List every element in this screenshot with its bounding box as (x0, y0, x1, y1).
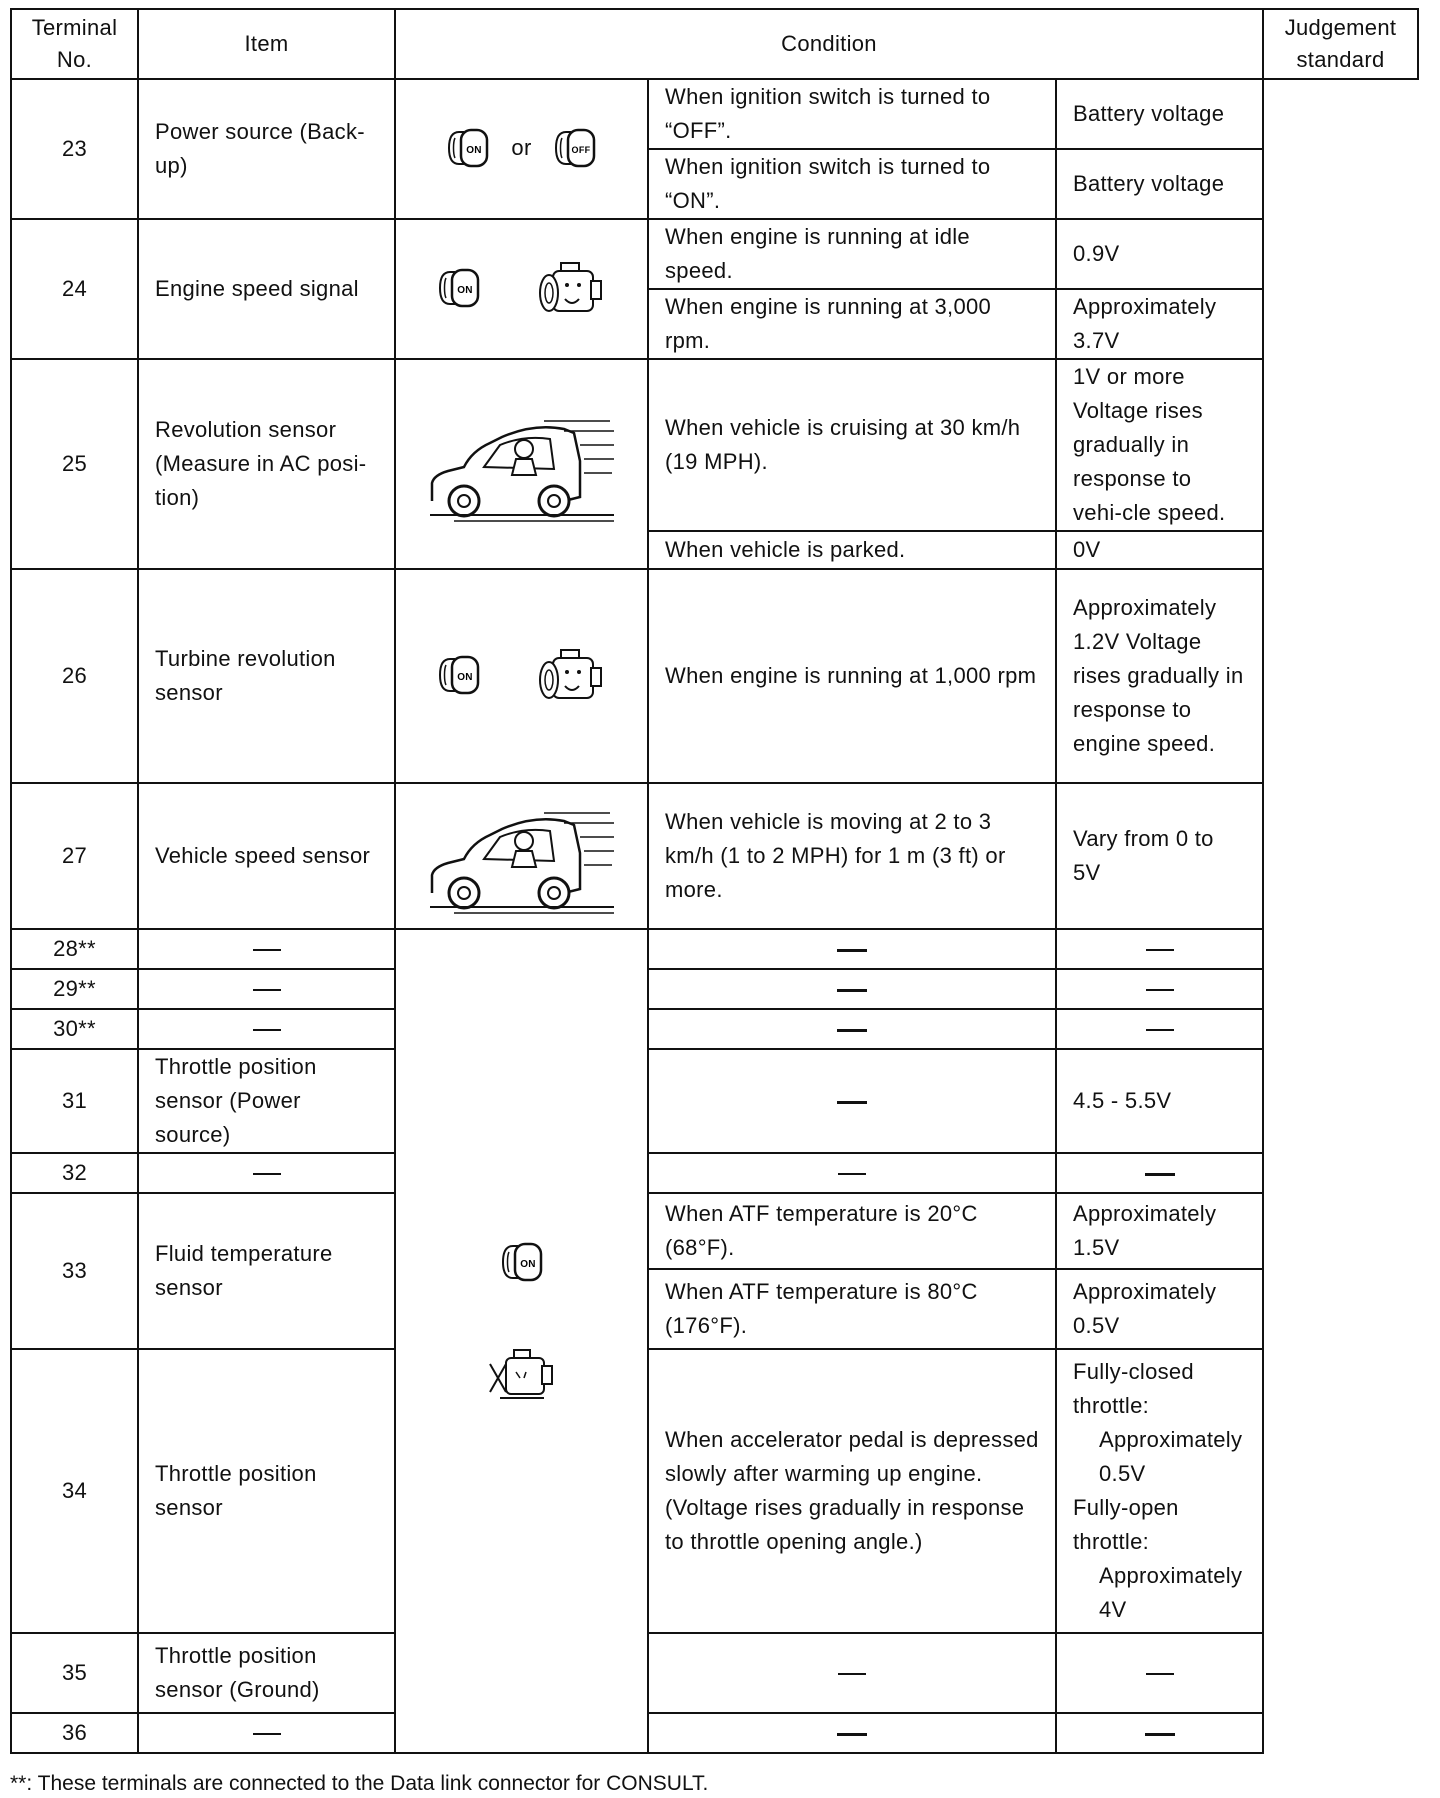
terminal-no: 27 (11, 783, 138, 929)
table-row (11, 219, 1418, 289)
item-cell: Vehicle speed sensor (138, 783, 395, 929)
table-row (11, 969, 1418, 1009)
empty-dash (253, 989, 281, 991)
item-cell: Engine speed signal (138, 219, 395, 359)
table-row (11, 569, 1418, 783)
judgement-text: Approximately 3.7V (1056, 289, 1263, 359)
empty-dash (253, 949, 281, 951)
condition-text: When engine is running at 3,000 rpm. (648, 289, 1056, 359)
judgement-text: Approximately 0.5V (1056, 1269, 1263, 1349)
ignition-key-on-icon (445, 126, 491, 172)
ignition-key-on-icon (499, 1240, 545, 1286)
condition-text: When ignition switch is turned to “ON”. (648, 149, 1056, 219)
item-cell: Throttle position sensor (138, 1349, 395, 1633)
vehicle-driving-icon (424, 793, 620, 919)
table-row (11, 1713, 1418, 1753)
terminal-no: 25 (11, 359, 138, 569)
terminal-no: 31 (11, 1049, 138, 1153)
header-item: Item (138, 9, 395, 79)
item-cell: Throttle position sensor (Power source) (138, 1049, 395, 1153)
judgement-text (1056, 1153, 1263, 1193)
condition-icon-cell (395, 783, 648, 929)
empty-dash (1145, 1733, 1175, 1736)
judgement-text: 4.5 - 5.5V (1056, 1049, 1263, 1153)
terminal-table (10, 8, 1419, 1754)
condition-text (648, 929, 1056, 969)
condition-text: When ATF temperature is 20°C (68°F). (648, 1193, 1056, 1269)
engine-running-icon (535, 646, 607, 706)
empty-dash (1146, 949, 1174, 951)
item-cell: Power source (Back-up) (138, 79, 395, 219)
table-row (11, 1633, 1418, 1713)
empty-dash (253, 1173, 281, 1175)
vehicle-driving-icon (424, 401, 620, 527)
empty-dash (838, 1673, 866, 1675)
condition-text: When accelerator pedal is depressed slowly after warming up engine. (Voltage rises gradually in response to throttle opening angle.) (648, 1349, 1056, 1633)
judgement-line: Approximately 4V (1099, 1563, 1243, 1622)
terminal-no: 36 (11, 1713, 138, 1753)
engine-running-icon (535, 259, 607, 319)
terminal-no: 30** (11, 1009, 138, 1049)
header-judgement: Judgement standard (1263, 9, 1418, 79)
condition-text: When vehicle is cruising at 30 km/h (19 MPH). (648, 359, 1056, 531)
judgement-text: Battery voltage (1056, 79, 1263, 149)
item-cell: Throttle position sensor (Ground) (138, 1633, 395, 1713)
condition-text: When ATF temperature is 80°C (176°F). (648, 1269, 1056, 1349)
item-cell: Revolution sensor (Measure in AC posi-tion) (138, 359, 395, 569)
table-row (11, 1049, 1418, 1153)
judgement-text: 1V or more Voltage rises gradually in response to vehi-cle speed. (1056, 359, 1263, 531)
condition-text: When vehicle is parked. (648, 531, 1056, 569)
empty-dash (837, 1029, 867, 1032)
ignition-key-off-icon (552, 126, 598, 172)
judgement-line: Approximately 0.5V (1099, 1427, 1243, 1486)
table-row (11, 783, 1418, 929)
table-row (11, 1349, 1418, 1633)
judgement-text: Vary from 0 to 5V (1056, 783, 1263, 929)
terminal-no: 33 (11, 1193, 138, 1349)
header-terminal-no: Terminal No. (11, 9, 138, 79)
header-condition: Condition (395, 9, 1263, 79)
terminal-no: 35 (11, 1633, 138, 1713)
table-row (11, 1009, 1418, 1049)
item-cell (138, 929, 395, 969)
condition-text: When ignition switch is turned to “OFF”. (648, 79, 1056, 149)
judgement-text (1056, 1349, 1263, 1633)
condition-text: When engine is running at idle speed. (648, 219, 1056, 289)
header-row (11, 9, 1418, 79)
empty-dash (838, 1173, 866, 1175)
judgement-text: 0V (1056, 531, 1263, 569)
judgement-line: Fully-open throttle: (1073, 1495, 1179, 1554)
terminal-table-document (10, 8, 1419, 1754)
ignition-key-on-icon (436, 653, 482, 699)
judgement-text (1056, 969, 1263, 1009)
empty-dash (837, 949, 867, 952)
item-cell (138, 969, 395, 1009)
judgement-text: Approximately 1.2V Voltage rises gradually in response to engine speed. (1056, 569, 1263, 783)
judgement-text (1056, 1633, 1263, 1713)
item-cell: Fluid temperature sensor (138, 1193, 395, 1349)
condition-text (648, 969, 1056, 1009)
terminal-no: 24 (11, 219, 138, 359)
condition-text (648, 1713, 1056, 1753)
judgement-text (1056, 1009, 1263, 1049)
judgement-text (1056, 1713, 1263, 1753)
table-row (11, 929, 1418, 969)
empty-dash (1145, 1173, 1175, 1176)
item-cell (138, 1713, 395, 1753)
terminal-no: 23 (11, 79, 138, 219)
terminal-no: 32 (11, 1153, 138, 1193)
ignition-key-on-icon (436, 266, 482, 312)
terminal-no: 34 (11, 1349, 138, 1633)
condition-text (648, 1153, 1056, 1193)
condition-icon-cell (395, 79, 648, 219)
judgement-line: Fully-closed throttle: (1073, 1359, 1194, 1418)
table-row (11, 79, 1418, 149)
table-row (11, 1193, 1418, 1269)
item-cell (138, 1153, 395, 1193)
footnote: **: These terminals are connected to the Data link connector for CONSULT. (10, 1772, 709, 1795)
condition-icon-cell (395, 219, 648, 359)
empty-dash (253, 1733, 281, 1735)
empty-dash (837, 989, 867, 992)
terminal-no: 28** (11, 929, 138, 969)
judgement-text (1056, 929, 1263, 969)
condition-icon-cell (395, 929, 648, 1753)
empty-dash (253, 1029, 281, 1031)
condition-text (648, 1633, 1056, 1713)
judgement-text: Battery voltage (1056, 149, 1263, 219)
empty-dash (837, 1733, 867, 1736)
condition-text (648, 1049, 1056, 1153)
condition-icon-cell (395, 569, 648, 783)
terminal-no: 26 (11, 569, 138, 783)
empty-dash (1146, 1673, 1174, 1675)
empty-dash (1146, 989, 1174, 991)
judgement-text: Approximately 1.5V (1056, 1193, 1263, 1269)
table-row (11, 1153, 1418, 1193)
condition-text: When engine is running at 1,000 rpm (648, 569, 1056, 783)
item-cell: Turbine revolution sensor (138, 569, 395, 783)
judgement-text: 0.9V (1056, 219, 1263, 289)
terminal-no: 29** (11, 969, 138, 1009)
condition-text: When vehicle is moving at 2 to 3 km/h (1 to 2 MPH) for 1 m (3 ft) or more. (648, 783, 1056, 929)
item-cell (138, 1009, 395, 1049)
empty-dash (837, 1101, 867, 1104)
engine-off-icon (486, 1346, 558, 1404)
table-row (11, 359, 1418, 531)
condition-icon-cell (395, 359, 648, 569)
condition-text (648, 1009, 1056, 1049)
or-label: or (511, 134, 532, 160)
empty-dash (1146, 1029, 1174, 1031)
